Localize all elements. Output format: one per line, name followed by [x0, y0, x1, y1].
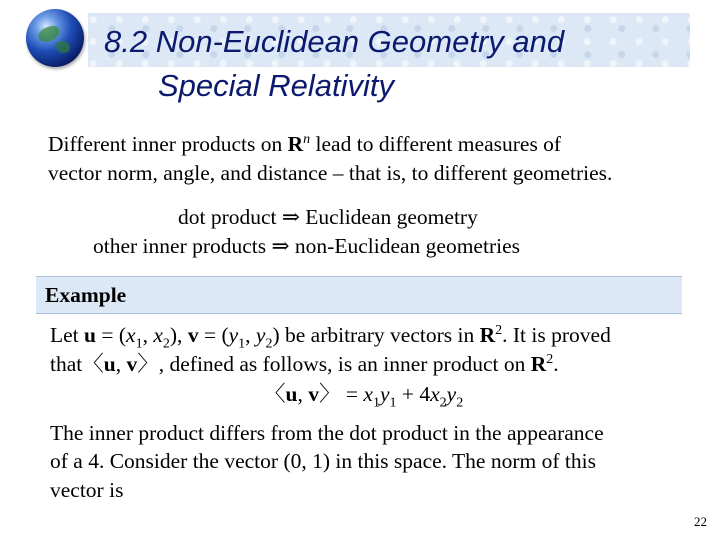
implies-icon: ⇒ — [271, 234, 290, 258]
example-line-1: Let $u = (x_1$, $x_2$), $v = (y_1$, $y_2$) be arbitrary vectors in $R^2$. It is proved — [50, 322, 611, 352]
paragraph-line-1: The inner product differs from the dot product in the appearance — [50, 421, 604, 445]
slide-title-line1: 8.2 Non-Euclidean Geometry and — [104, 24, 565, 59]
paragraph-line-3: vector is — [50, 478, 124, 502]
intro-line-1: Different inner products on $R^n$ lead to different measures of — [48, 131, 562, 156]
implies-icon: ⇒ — [281, 205, 300, 229]
example-label: Example — [45, 283, 127, 307]
example-line-2: that〈u, v〉, defined as follows, is an inner product on $R^2$. — [50, 351, 559, 376]
page-number: 22 — [694, 514, 707, 529]
implication-dot-product: dot product ⇒ Euclidean geometry — [178, 205, 478, 229]
inner-product-formula: 〈u, v〉 = $x_1y_1 + 4x_2y_2$ — [264, 382, 464, 411]
slide-title-line2: Special Relativity — [158, 68, 395, 103]
intro-line-2: vector norm, angle, and distance – that is, to different geometries. — [48, 161, 613, 185]
globe-icon — [26, 9, 84, 67]
example-box — [36, 276, 682, 314]
implication-other-products: other inner products ⇒ non-Euclidean geometries — [93, 234, 520, 258]
paragraph-line-2: of a 4. Consider the vector (0, 1) in this space. The norm of this — [50, 449, 596, 473]
